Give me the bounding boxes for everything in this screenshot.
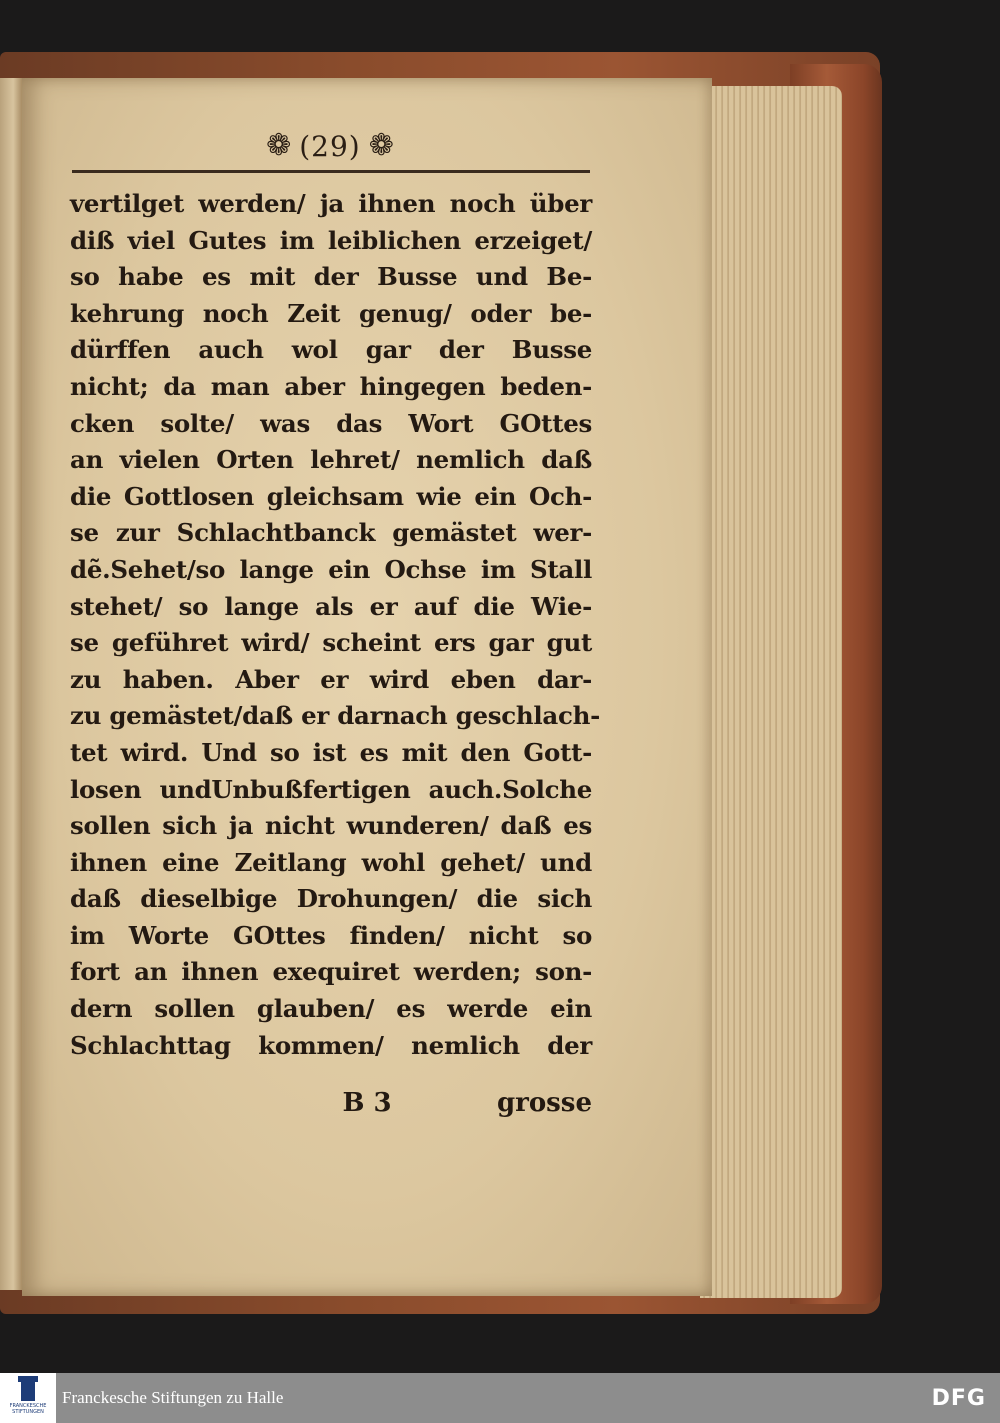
text-line: tet wird. Und so ist es mit den Gott- xyxy=(70,737,592,767)
logo-text: FRANCKESCHE STIFTUNGEN xyxy=(9,1403,47,1415)
institution-name[interactable]: Franckesche Stiftungen zu Halle xyxy=(62,1388,284,1407)
signature-mark: B 3 xyxy=(342,1088,392,1118)
text-line: cken solte/ was das Wort GOttes xyxy=(70,408,592,438)
left-page-edge xyxy=(0,78,22,1290)
page-header xyxy=(240,126,420,166)
text-line: losen undUnbußfertigen auch.Solche xyxy=(70,774,592,804)
dfg-logo[interactable]: DFG xyxy=(931,1385,986,1411)
text-line: ihnen eine Zeitlang wohl gehet/ und xyxy=(70,847,592,877)
text-line: Schlachttag kommen/ nemlich der xyxy=(70,1030,592,1060)
text-line: dern sollen glauben/ es werde ein xyxy=(70,994,592,1024)
text-line: daß dieselbige Drohungen/ die sich xyxy=(70,884,592,914)
text-line: se zur Schlachtbanck gemästet wer- xyxy=(70,518,592,548)
text-line: dẽ.Sehet/so lange ein Ochse im Stall xyxy=(70,554,592,584)
page-number: (29) xyxy=(299,129,361,163)
page-text xyxy=(70,186,600,1064)
text-line: stehet/ so lange als er auf die Wie- xyxy=(70,591,592,621)
text-line: zu gemästet/daß er darnach geschlach- xyxy=(70,701,600,731)
institution-logo[interactable] xyxy=(0,1373,56,1423)
ornament-right-icon: ❁ xyxy=(368,128,394,163)
page-foot xyxy=(70,1088,592,1126)
text-line: vertilget werden/ ja ihnen noch über xyxy=(70,189,592,218)
text-line: im Worte GOttes finden/ nicht so xyxy=(70,920,592,950)
header-rule xyxy=(72,170,590,173)
catchword: grosse xyxy=(496,1088,592,1118)
footer-bar xyxy=(0,1373,1000,1423)
text-line: so habe es mit der Busse und Be- xyxy=(70,262,592,292)
text-line: die Gottlosen gleichsam wie ein Och- xyxy=(70,481,592,511)
text-line: kehrung noch Zeit genug/ oder be- xyxy=(70,298,592,328)
page-block-edges xyxy=(700,86,842,1298)
ornament-left-icon: ❁ xyxy=(266,128,292,163)
text-line: se geführet wird/ scheint ers gar gut xyxy=(70,628,592,658)
building-icon xyxy=(21,1381,35,1401)
text-line: sollen sich ja nicht wunderen/ daß es xyxy=(70,811,592,841)
text-line: an vielen Orten lehret/ nemlich daß xyxy=(70,445,592,475)
text-line: nicht; da man aber hingegen beden- xyxy=(70,371,592,401)
text-line: fort an ihnen exequiret werden; son- xyxy=(70,957,592,987)
text-line: diß viel Gutes im leiblichen erzeiget/ xyxy=(70,225,592,255)
text-line: dürffen auch wol gar der Busse xyxy=(70,335,592,365)
text-line: zu haben. Aber er wird eben dar- xyxy=(70,664,592,694)
